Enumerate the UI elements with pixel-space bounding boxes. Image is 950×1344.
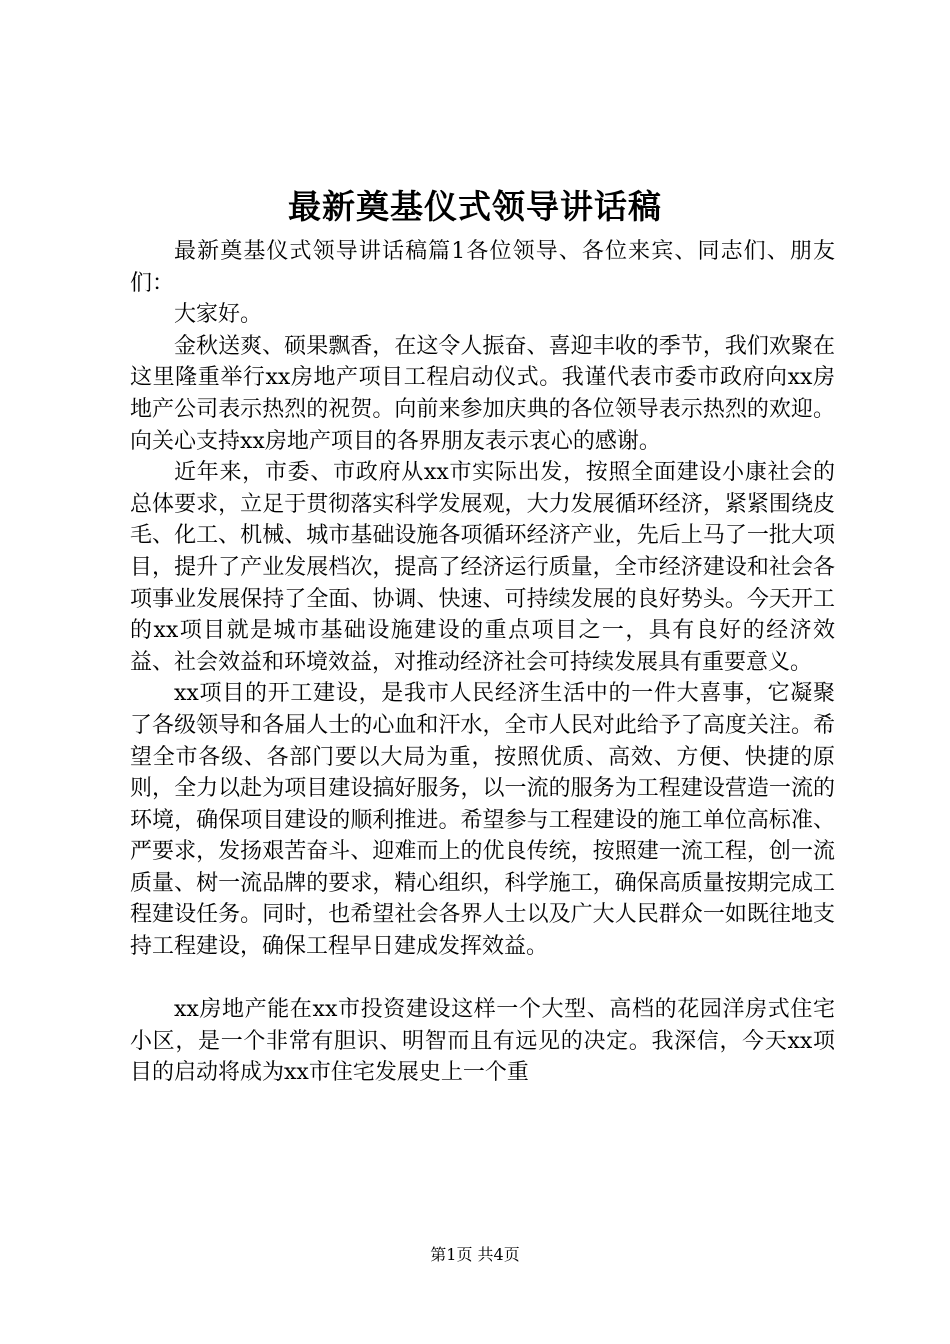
paragraph-congratulations: 金秋送爽、硕果飘香，在这令人振奋、喜迎丰收的季节，我们欢聚在这里隆重举行xx房地产项目工程启动仪式。我谨代表市委市政府向xx房地产公司表示热烈的祝贺。向前来参加庆典的各位领导表示热烈的欢迎。向关心支持xx房地产项目的各界朋友表示衷心的感谢。 [130, 333, 835, 454]
document-title: 最新奠基仪式领导讲话稿 [288, 187, 662, 226]
paragraph-investment: xx房地产能在xx市投资建设这样一个大型、高档的花园洋房式住宅小区，是一个非常有胆识、明智而且有远见的决定。我深信，今天xx项目的启动将成为xx市住宅发展史上一个重 [130, 997, 835, 1086]
paragraph-greeting: 最新奠基仪式领导讲话稿篇1各位领导、各位来宾、同志们、朋友们： [130, 239, 835, 296]
page-number: 第1页 共4页 [430, 1245, 520, 1264]
paragraph-development: 近年来，市委、市政府从xx市实际出发，按照全面建设小康社会的总体要求，立足于贯彻落实科学发展观，大力发展循环经济，紧紧围绕皮毛、化工、机械、城市基础设施各项循环经济产业，先后上马了一批大项目，提升了产业发展档次，提高了经济运行质量，全市经济建设和社会各项事业发展保持了全面、协调、快速、可持续发展的良好势头。今天开工的xx项目就是城市基础设施建设的重点项目之一，具有良好的经济效益、社会效益和环境效益，对推动经济社会可持续发展具有重要意义。 [130, 460, 835, 675]
paragraph-hello: 大家好。 [174, 302, 263, 328]
document-body [130, 236, 835, 1089]
paragraph-project-hopes: xx项目的开工建设，是我市人民经济生活中的一件大喜事，它凝聚了各级领导和各届人士的心血和汗水，全市人民对此给予了高度关注。希望全市各级、各部门要以大局为重，按照优质、高效、方便、快捷的原则，全力以赴为项目建设搞好服务，以一流的服务为工程建设营造一流的环境，确保项目建设的顺利推进。希望参与工程建设的施工单位高标准、严要求，发扬艰苦奋斗、迎难而上的优良传统，按照建一流工程，创一流质量、树一流品牌的要求，精心组织，科学施工，确保高质量按期完成工程建设任务。同时，也希望社会各界人士以及广大人民群众一如既往地支持工程建设，确保工程早日建成发挥效益。 [130, 681, 835, 960]
